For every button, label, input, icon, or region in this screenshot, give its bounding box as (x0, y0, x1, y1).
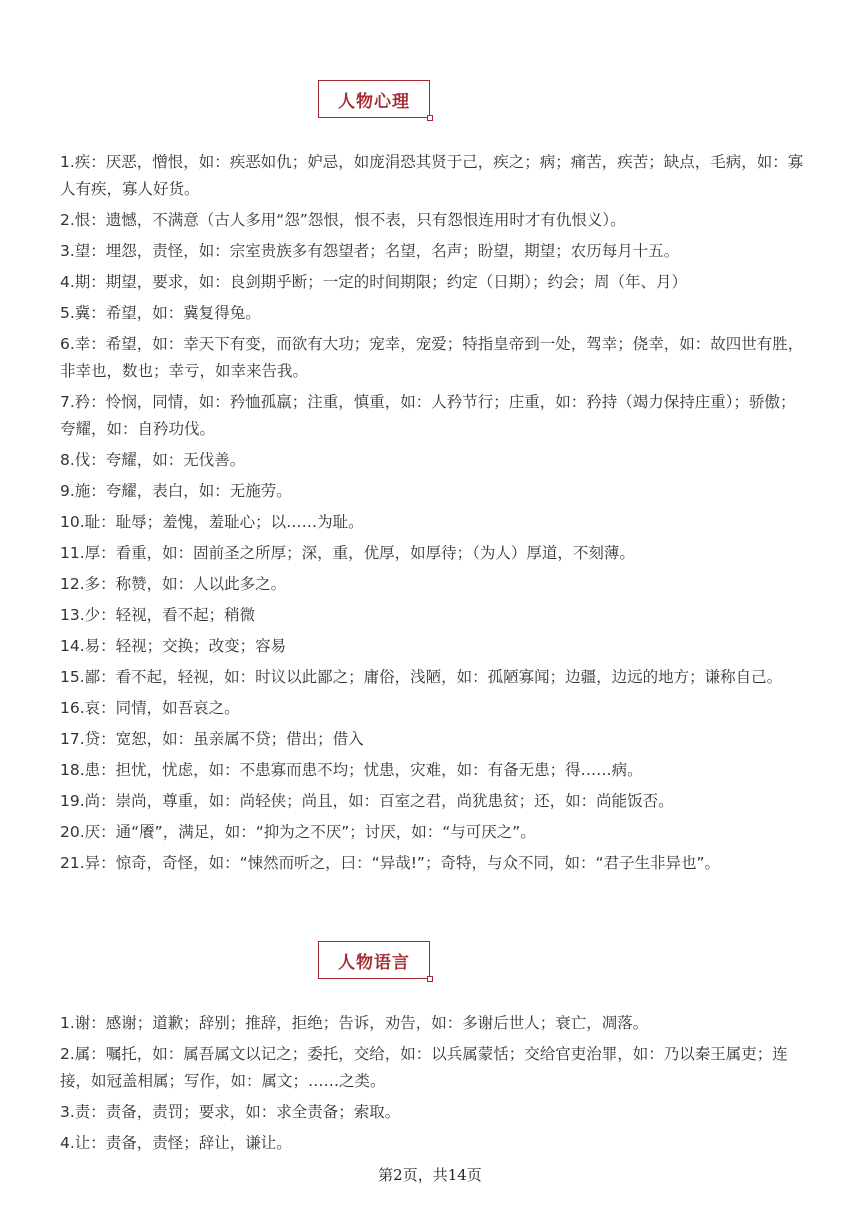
section-title-psychology (318, 80, 430, 118)
list-item: 11.厚：看重，如：固前圣之所厚；深，重，优厚，如厚待；（为人）厚道，不刻薄。 (60, 544, 635, 562)
list-item: 9.施：夸耀，表白，如：无施劳。 (60, 482, 292, 500)
list-item: 12.多：称赞，如：人以此多之。 (60, 575, 287, 593)
list-item: 2.属：嘱托，如：属吾属文以记之；委托，交给，如：以兵属蒙恬；交给官吏治罪，如：乃以秦王属吏；连接，如冠盖相属；写作，如：属文；……之类。 (60, 1045, 788, 1090)
speech-entry-list (60, 1010, 810, 1161)
list-item: 19.尚：崇尚，尊重，如：尚轻侠；尚且，如：百室之君，尚犹患贫；还，如：尚能饭否。 (60, 792, 674, 810)
page-number-footer: 第2页，共14页 (378, 1166, 482, 1184)
list-item: 7.矜：怜悯，同情，如：矜恤孤羸；注重，慎重，如：人矜节行；庄重，如：矜持（竭力保持庄重）；骄傲；夸耀，如：自矜功伐。 (60, 393, 796, 438)
list-item: 16.哀：同情，如吾哀之。 (60, 699, 240, 717)
list-item: 2.恨：遗憾，不满意（古人多用“怨”怨恨，恨不表，只有怨恨连用时才有仇恨义）。 (60, 211, 626, 229)
section-title-speech (318, 941, 430, 979)
list-item: 1.谢：感谢；道歉；辞别；推辞，拒绝；告诉，劝告，如：多谢后世人；衰亡，凋落。 (60, 1014, 649, 1032)
psychology-entry-list (60, 149, 810, 881)
list-item: 10.耻：耻辱；羞愧，羞耻心；以……为耻。 (60, 513, 364, 531)
list-item: 1.疾：厌恶，憎恨，如：疾恶如仇；妒忌，如庞涓恐其贤于己，疾之；病；痛苦，疾苦；缺点，毛病，如：寡人有疾，寡人好货。 (60, 153, 804, 198)
list-item: 17.贷：宽恕，如：虽亲属不贷；借出；借入 (60, 730, 364, 748)
section-title-text: 人物语言 (338, 952, 410, 973)
list-item: 21.异：惊奇，奇怪，如：“悚然而听之，曰：“异哉!”；奇特，与众不同，如：“君子生非异也”。 (60, 854, 721, 872)
list-item: 13.少：轻视，看不起；稍微 (60, 606, 256, 624)
list-item: 4.期：期望，要求，如：良剑期乎断；一定的时间期限；约定（日期）；约会；周（年、月） (60, 273, 688, 291)
list-item: 18.患：担忧，忧虑，如：不患寡而患不均；忧患，灾难，如：有备无患；得……病。 (60, 761, 643, 779)
list-item: 3.望：埋怨，责怪，如：宗室贵族多有怨望者；名望，名声；盼望，期望；农历每月十五。 (60, 242, 680, 260)
section-title-text: 人物心理 (338, 91, 410, 112)
list-item: 14.易：轻视；交换；改变；容易 (60, 637, 287, 655)
list-item: 20.厌：通“餍”，满足，如：“抑为之不厌”；讨厌，如：“与可厌之”。 (60, 823, 536, 841)
list-item: 15.鄙：看不起，轻视，如：时议以此鄙之；庸俗，浅陋，如：孤陋寡闻；边疆，边远的地方；谦称自己。 (60, 668, 783, 686)
list-item: 8.伐：夸耀，如：无伐善。 (60, 451, 246, 469)
list-item: 4.让：责备，责怪；辞让，谦让。 (60, 1134, 292, 1152)
list-item: 5.冀：希望，如：冀复得兔。 (60, 304, 261, 322)
list-item: 6.幸：希望，如：幸天下有变，而欲有大功；宠幸，宠爱；特指皇帝到一处，驾幸；侥幸，如：故四世有胜，非幸也，数也；幸亏，如幸来告我。 (60, 335, 804, 380)
title-corner-decoration (427, 976, 433, 982)
title-corner-decoration (427, 115, 433, 121)
list-item: 3.责：责备，责罚；要求，如：求全责备；索取。 (60, 1103, 401, 1121)
